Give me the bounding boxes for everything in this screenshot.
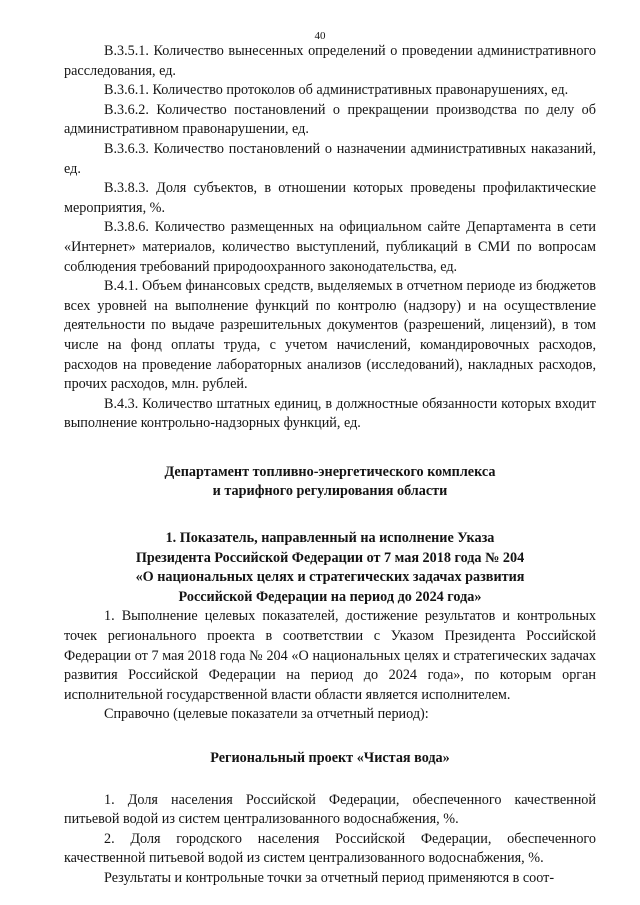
paragraph-b386: В.3.8.6. Количество размещенных на официальном сайте Департамента в сети «Интернет» материалов, количество выступлений, публикаций в СМИ по вопросам соблюдения требований природоохранного законодательства, ед. bbox=[64, 219, 596, 275]
indicator-heading-line: «О национальных целях и стратегических задачах развития bbox=[135, 569, 525, 586]
paragraph-project-1: 1. Доля населения Российской Федерации, обеспеченного качественной питьевой водой из систем централизованного водоснабжения, %. bbox=[64, 791, 596, 828]
document-body bbox=[64, 42, 596, 889]
department-heading bbox=[64, 463, 596, 502]
paragraph-b363: В.3.6.3. Количество постановлений о назначении административных наказаний, ед. bbox=[64, 140, 596, 177]
project-heading: Региональный проект «Чистая вода» bbox=[210, 750, 450, 766]
paragraph-b41: В.4.1. Объем финансовых средств, выделяемых в отчетном периоде из бюджетов всех уровней на выполнение функций по контролю (надзору) и на осуществление деятельности по выдаче разрешительных документов (разрешений, лицензий), в том числе на фонд оплаты труда, с учетом начислений, командировочных расходов, расходов на проведение лабораторных анализов (исследований), накладных расходов, прочих расходов, млн. рублей. bbox=[64, 278, 596, 393]
department-heading-line: и тарифного регулирования области bbox=[212, 483, 448, 500]
paragraph-b351: В.3.5.1. Количество вынесенных определений о проведении административного расследования, ед. bbox=[64, 43, 596, 79]
indicator-heading-line: Президента Российской Федерации от 7 мая 2018 года № 204 bbox=[135, 549, 525, 566]
department-heading-line: Департамент топливно-энергетического комплекса bbox=[164, 463, 496, 480]
indicator-heading-line: 1. Показатель, направленный на исполнение Указа bbox=[165, 530, 495, 547]
paragraph-reference: Справочно (целевые показатели за отчетный период): bbox=[104, 706, 429, 723]
paragraph-b43: В.4.3. Количество штатных единиц, в должностные обязанности которых входит выполнение контрольно-надзорных функций, ед. bbox=[64, 395, 596, 432]
indicator-heading-line: Российской Федерации на период до 2024 года» bbox=[178, 588, 482, 605]
paragraph-project-3: Результаты и контрольные точки за отчетный период применяются в соот- bbox=[104, 869, 555, 886]
indicator-heading bbox=[64, 529, 596, 607]
paragraph-b362: В.3.6.2. Количество постановлений о прекращении производства по делу об административном правонарушении, ед. bbox=[64, 101, 596, 138]
paragraph-b383: В.3.8.3. Доля субъектов, в отношении которых проведены профилактические мероприятия, %. bbox=[64, 180, 596, 216]
page-number: 40 bbox=[314, 30, 326, 42]
paragraph-project-2: 2. Доля городского населения Российской Федерации, обеспеченного качественной питьевой водой из систем централизованного водоснабжения, %. bbox=[64, 830, 596, 867]
paragraph-b361: В.3.6.1. Количество протоколов об административных правонарушениях, ед. bbox=[104, 82, 569, 99]
paragraph-goals: 1. Выполнение целевых показателей, достижение результатов и контрольных точек регионального проекта в соответствии с Указом Президента Российской Федерации от 7 мая 2018 года № 204 «О национальных целях и стратегических задачах развития Российской Федерации на период до 2024 года», по которым орган исполнительной государственной власти области является исполнителем. bbox=[64, 608, 596, 703]
